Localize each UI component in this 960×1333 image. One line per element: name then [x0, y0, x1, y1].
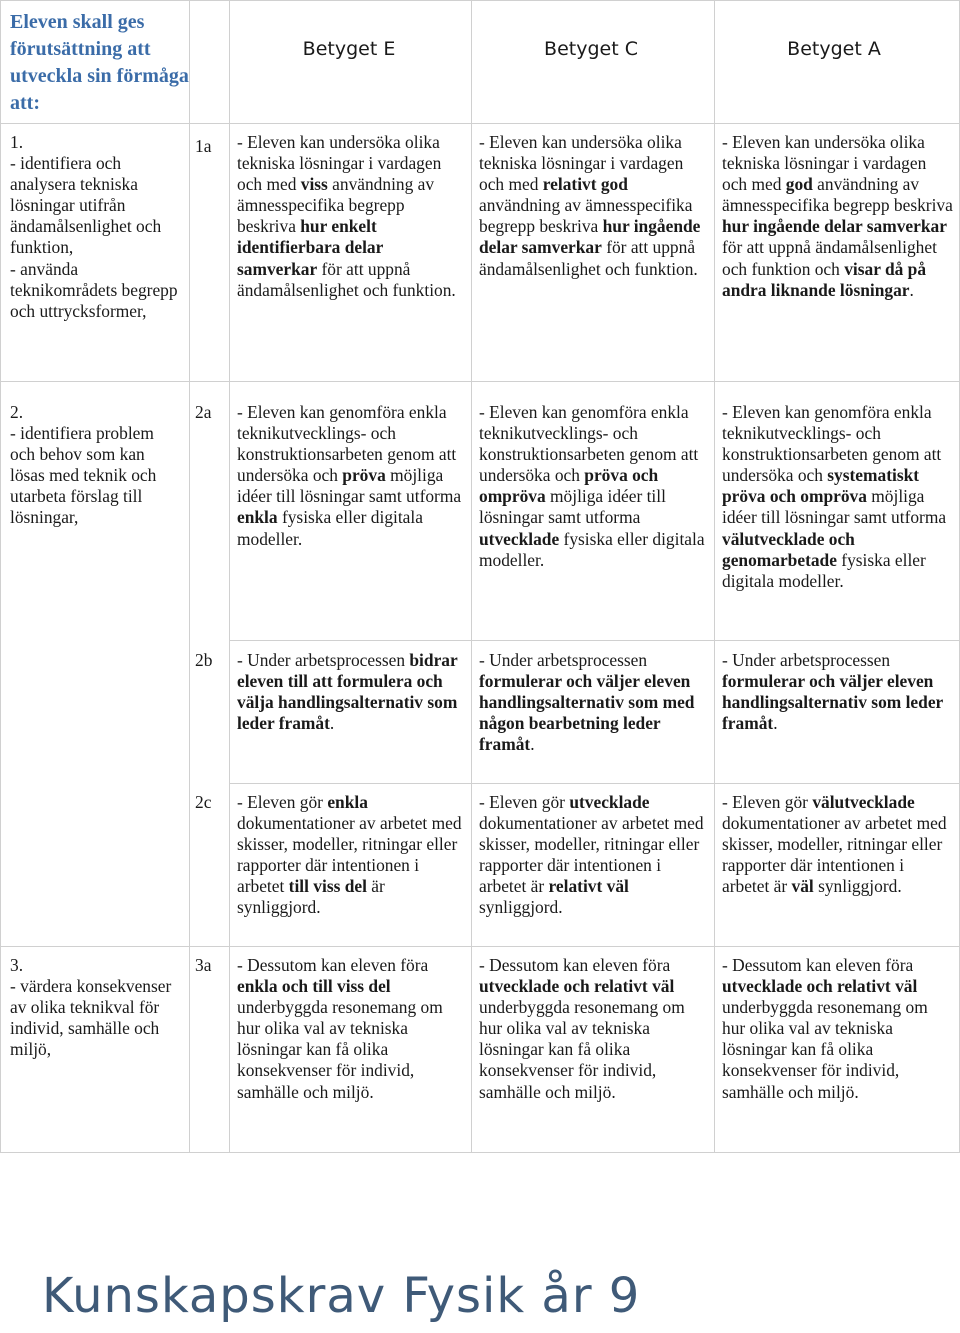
header-grade-e: Betyget E: [302, 38, 396, 60]
row-divider: [229, 783, 959, 784]
grade-a-criterion: - Eleven kan undersöka olika tekniska lösningar i vardagen och med god användning av ämnesspecifika begrepp beskriva hur ingående delar samverkar för att uppnå ändamålsenlighet och funktion och visar då på andra liknande lösningar.: [722, 132, 953, 300]
grade-e-criterion: - Under arbetsprocessen bidrar eleven till att formulera och välja handlingsalternativ som leder framåt.: [237, 650, 458, 734]
grade-a-criterion: - Eleven gör välutvecklade dokumentationer av arbetet med skisser, modeller, ritningar eller rapporter där intentionen i arbetet är väl synliggjord.: [722, 792, 947, 897]
grade-e-criterion: - Eleven kan undersöka olika tekniska lösningar i vardagen och med viss användning av ämnesspecifika begrepp beskriva hur enkelt identifierbara delar samverkar för att uppnå ändamålsenlighet och funktion.: [237, 132, 456, 300]
grade-c-criterion: - Eleven kan undersöka olika tekniska lösningar i vardagen och med relativt god användning av ämnesspecifika begrepp beskriva hur ingående delar samverkar för att uppnå ändamålsenlighet och funktion.: [479, 132, 701, 279]
column-divider: [229, 0, 230, 1153]
grade-e-criterion: - Eleven kan genomföra enkla teknikutvecklings- och konstruktionsarbeten genom att undersöka och pröva möjliga idéer till lösningar samt utforma enkla fysiska eller digitala modeller.: [237, 402, 462, 549]
column-divider: [471, 0, 472, 1153]
column-divider: [714, 0, 715, 1153]
column-divider: [0, 0, 1, 1153]
grade-e-criterion: - Eleven gör enkla dokumentationer av arbetet med skisser, modeller, ritningar eller rapporter där intentionen i arbetet till viss del är synliggjord.: [237, 792, 462, 918]
grade-c-criterion: - Eleven gör utvecklade dokumentationer av arbetet med skisser, modeller, ritningar eller rapporter där intentionen i arbetet är relativt väl synliggjord.: [479, 792, 704, 918]
row-divider: [0, 946, 960, 947]
grade-a-criterion: - Dessutom kan eleven föra utvecklade och relativt väl underbyggda resonemang om hur olika val av tekniska lösningar kan få olika konsekvenser för individ, samhälle och miljö.: [722, 955, 928, 1102]
grade-c-criterion: - Dessutom kan eleven föra utvecklade och relativt väl underbyggda resonemang om hur olika val av tekniska lösningar kan få olika konsekvenser för individ, samhälle och miljö.: [479, 955, 685, 1102]
grade-a-criterion: - Eleven kan genomföra enkla teknikutvecklings- och konstruktionsarbeten genom att undersöka och systematiskt pröva och ompröva möjliga idéer till lösningar samt utforma välutvecklade och genomarbetade fysiska eller digitala modeller.: [722, 402, 947, 591]
header-grade-c: Betyget C: [544, 38, 638, 60]
row-divider: [0, 0, 960, 1]
row-divider: [0, 381, 960, 382]
ability-description: 2. - identifiera problem och behov som kan lösas med teknik och utarbeta förslag till lösningar,: [10, 402, 157, 528]
criterion-code: 2b: [195, 650, 213, 670]
criterion-code: 3a: [195, 955, 212, 975]
criterion-code: 2c: [195, 792, 212, 812]
criterion-code: 2a: [195, 402, 212, 422]
grade-a-criterion: - Under arbetsprocessen formulerar och väljer eleven handlingsalternativ som leder framåt.: [722, 650, 943, 734]
criterion-code: 1a: [195, 136, 212, 156]
grade-e-criterion: - Dessutom kan eleven föra enkla och till viss del underbyggda resonemang om hur olika val av tekniska lösningar kan få olika konsekvenser för individ, samhälle och miljö.: [237, 955, 443, 1102]
column-divider: [189, 0, 190, 1153]
page-title: Kunskapskrav Fysik år 9: [42, 1268, 641, 1324]
header-grade-a: Betyget A: [787, 38, 881, 60]
row-divider: [0, 123, 960, 124]
ability-description: 3. - värdera konsekvenser av olika teknikval för individ, samhälle och miljö,: [10, 955, 172, 1060]
header-ability-label: Eleven skall ges förutsättning att utveckla sin förmåga att:: [10, 11, 189, 114]
row-divider: [0, 1152, 960, 1153]
grade-c-criterion: - Under arbetsprocessen formulerar och väljer eleven handlingsalternativ som med någon bearbetning leder framåt.: [479, 650, 695, 755]
row-divider: [229, 640, 959, 641]
ability-description: 1. - identifiera och analysera tekniska lösningar utifrån ändamålsenlighet och funktion, - använda teknikområdets begrepp och uttrycksformer,: [10, 132, 178, 321]
grade-c-criterion: - Eleven kan genomföra enkla teknikutvecklings- och konstruktionsarbeten genom att undersöka och pröva och ompröva möjliga idéer till lösningar samt utforma utvecklade fysiska eller digitala modeller.: [479, 402, 705, 570]
